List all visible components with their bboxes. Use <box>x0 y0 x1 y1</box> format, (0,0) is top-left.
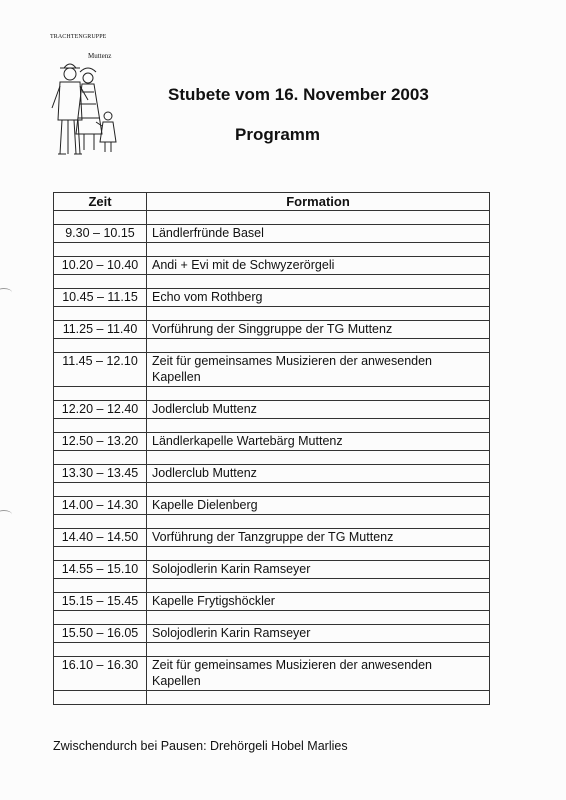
spacer-row <box>54 611 490 625</box>
table-row <box>54 593 490 611</box>
table-header-row <box>54 193 490 211</box>
table-row <box>54 257 490 275</box>
footer-note: Zwischendurch bei Pausen: Drehörgeli Hobel Marlies <box>53 739 348 753</box>
time-cell: 11.25 – 11.40 <box>54 321 147 339</box>
spacer-row <box>54 339 490 353</box>
spacer-row <box>54 547 490 561</box>
formation-cell: Jodlerclub Muttenz <box>147 401 490 419</box>
time-cell: 15.50 – 16.05 <box>54 625 147 643</box>
spacer-row <box>54 211 490 225</box>
table-row <box>54 433 490 451</box>
time-cell: 16.10 – 16.30 <box>54 657 147 691</box>
formation-cell: Solojodlerin Karin Ramseyer <box>147 561 490 579</box>
punch-hole-mark <box>0 510 12 519</box>
punch-hole-mark <box>0 288 12 297</box>
time-cell: 10.20 – 10.40 <box>54 257 147 275</box>
time-cell: 13.30 – 13.45 <box>54 465 147 483</box>
table-row <box>54 321 490 339</box>
time-cell: 12.20 – 12.40 <box>54 401 147 419</box>
formation-cell: Solojodlerin Karin Ramseyer <box>147 625 490 643</box>
time-cell: 15.15 – 15.45 <box>54 593 147 611</box>
time-cell: 12.50 – 13.20 <box>54 433 147 451</box>
table-row <box>54 497 490 515</box>
formation-cell: Vorführung der Singgruppe der TG Muttenz <box>147 321 490 339</box>
logo-text-town: Muttenz <box>88 52 112 60</box>
spacer-row <box>54 307 490 321</box>
document-subtitle: Programm <box>235 125 321 144</box>
time-cell: 11.45 – 12.10 <box>54 353 147 387</box>
spacer-row <box>54 275 490 289</box>
formation-cell: Ländlerfründe Basel <box>147 225 490 243</box>
spacer-row <box>54 243 490 257</box>
table-row <box>54 225 490 243</box>
logo <box>46 30 136 160</box>
logo-text-group: TRACHTENGRUPPE <box>50 34 107 40</box>
spacer-row <box>54 515 490 529</box>
formation-cell: Kapelle Frytigshöckler <box>147 593 490 611</box>
spacer-row <box>54 483 490 497</box>
time-cell: 14.40 – 14.50 <box>54 529 147 547</box>
time-cell: 9.30 – 10.15 <box>54 225 147 243</box>
formation-cell: Zeit für gemeinsames Musizieren der anwesenden Kapellen <box>147 657 490 691</box>
table-row <box>54 401 490 419</box>
spacer-row <box>54 579 490 593</box>
table-row <box>54 353 490 387</box>
formation-cell: Ländlerkapelle Wartebärg Muttenz <box>147 433 490 451</box>
header-formation: Formation <box>147 193 490 211</box>
formation-cell: Vorführung der Tanzgruppe der TG Muttenz <box>147 529 490 547</box>
spacer-row <box>54 643 490 657</box>
program-table <box>53 192 490 705</box>
formation-cell: Jodlerclub Muttenz <box>147 465 490 483</box>
table-row <box>54 289 490 307</box>
spacer-row <box>54 451 490 465</box>
document-title: Stubete vom 16. November 2003 <box>168 85 429 104</box>
formation-cell: Andi + Evi mit de Schwyzerörgeli <box>147 257 490 275</box>
time-cell: 14.55 – 15.10 <box>54 561 147 579</box>
formation-cell: Zeit für gemeinsames Musizieren der anwesenden Kapellen <box>147 353 490 387</box>
time-cell: 10.45 – 11.15 <box>54 289 147 307</box>
table-row <box>54 465 490 483</box>
table-row <box>54 561 490 579</box>
formation-cell: Echo vom Rothberg <box>147 289 490 307</box>
formation-cell: Kapelle Dielenberg <box>147 497 490 515</box>
spacer-row <box>54 387 490 401</box>
table-row <box>54 625 490 643</box>
table-row <box>54 529 490 547</box>
spacer-row <box>54 419 490 433</box>
time-cell: 14.00 – 14.30 <box>54 497 147 515</box>
header-time: Zeit <box>54 193 147 211</box>
table-row <box>54 657 490 691</box>
costume-figures-illustration <box>46 30 136 160</box>
spacer-row <box>54 691 490 705</box>
